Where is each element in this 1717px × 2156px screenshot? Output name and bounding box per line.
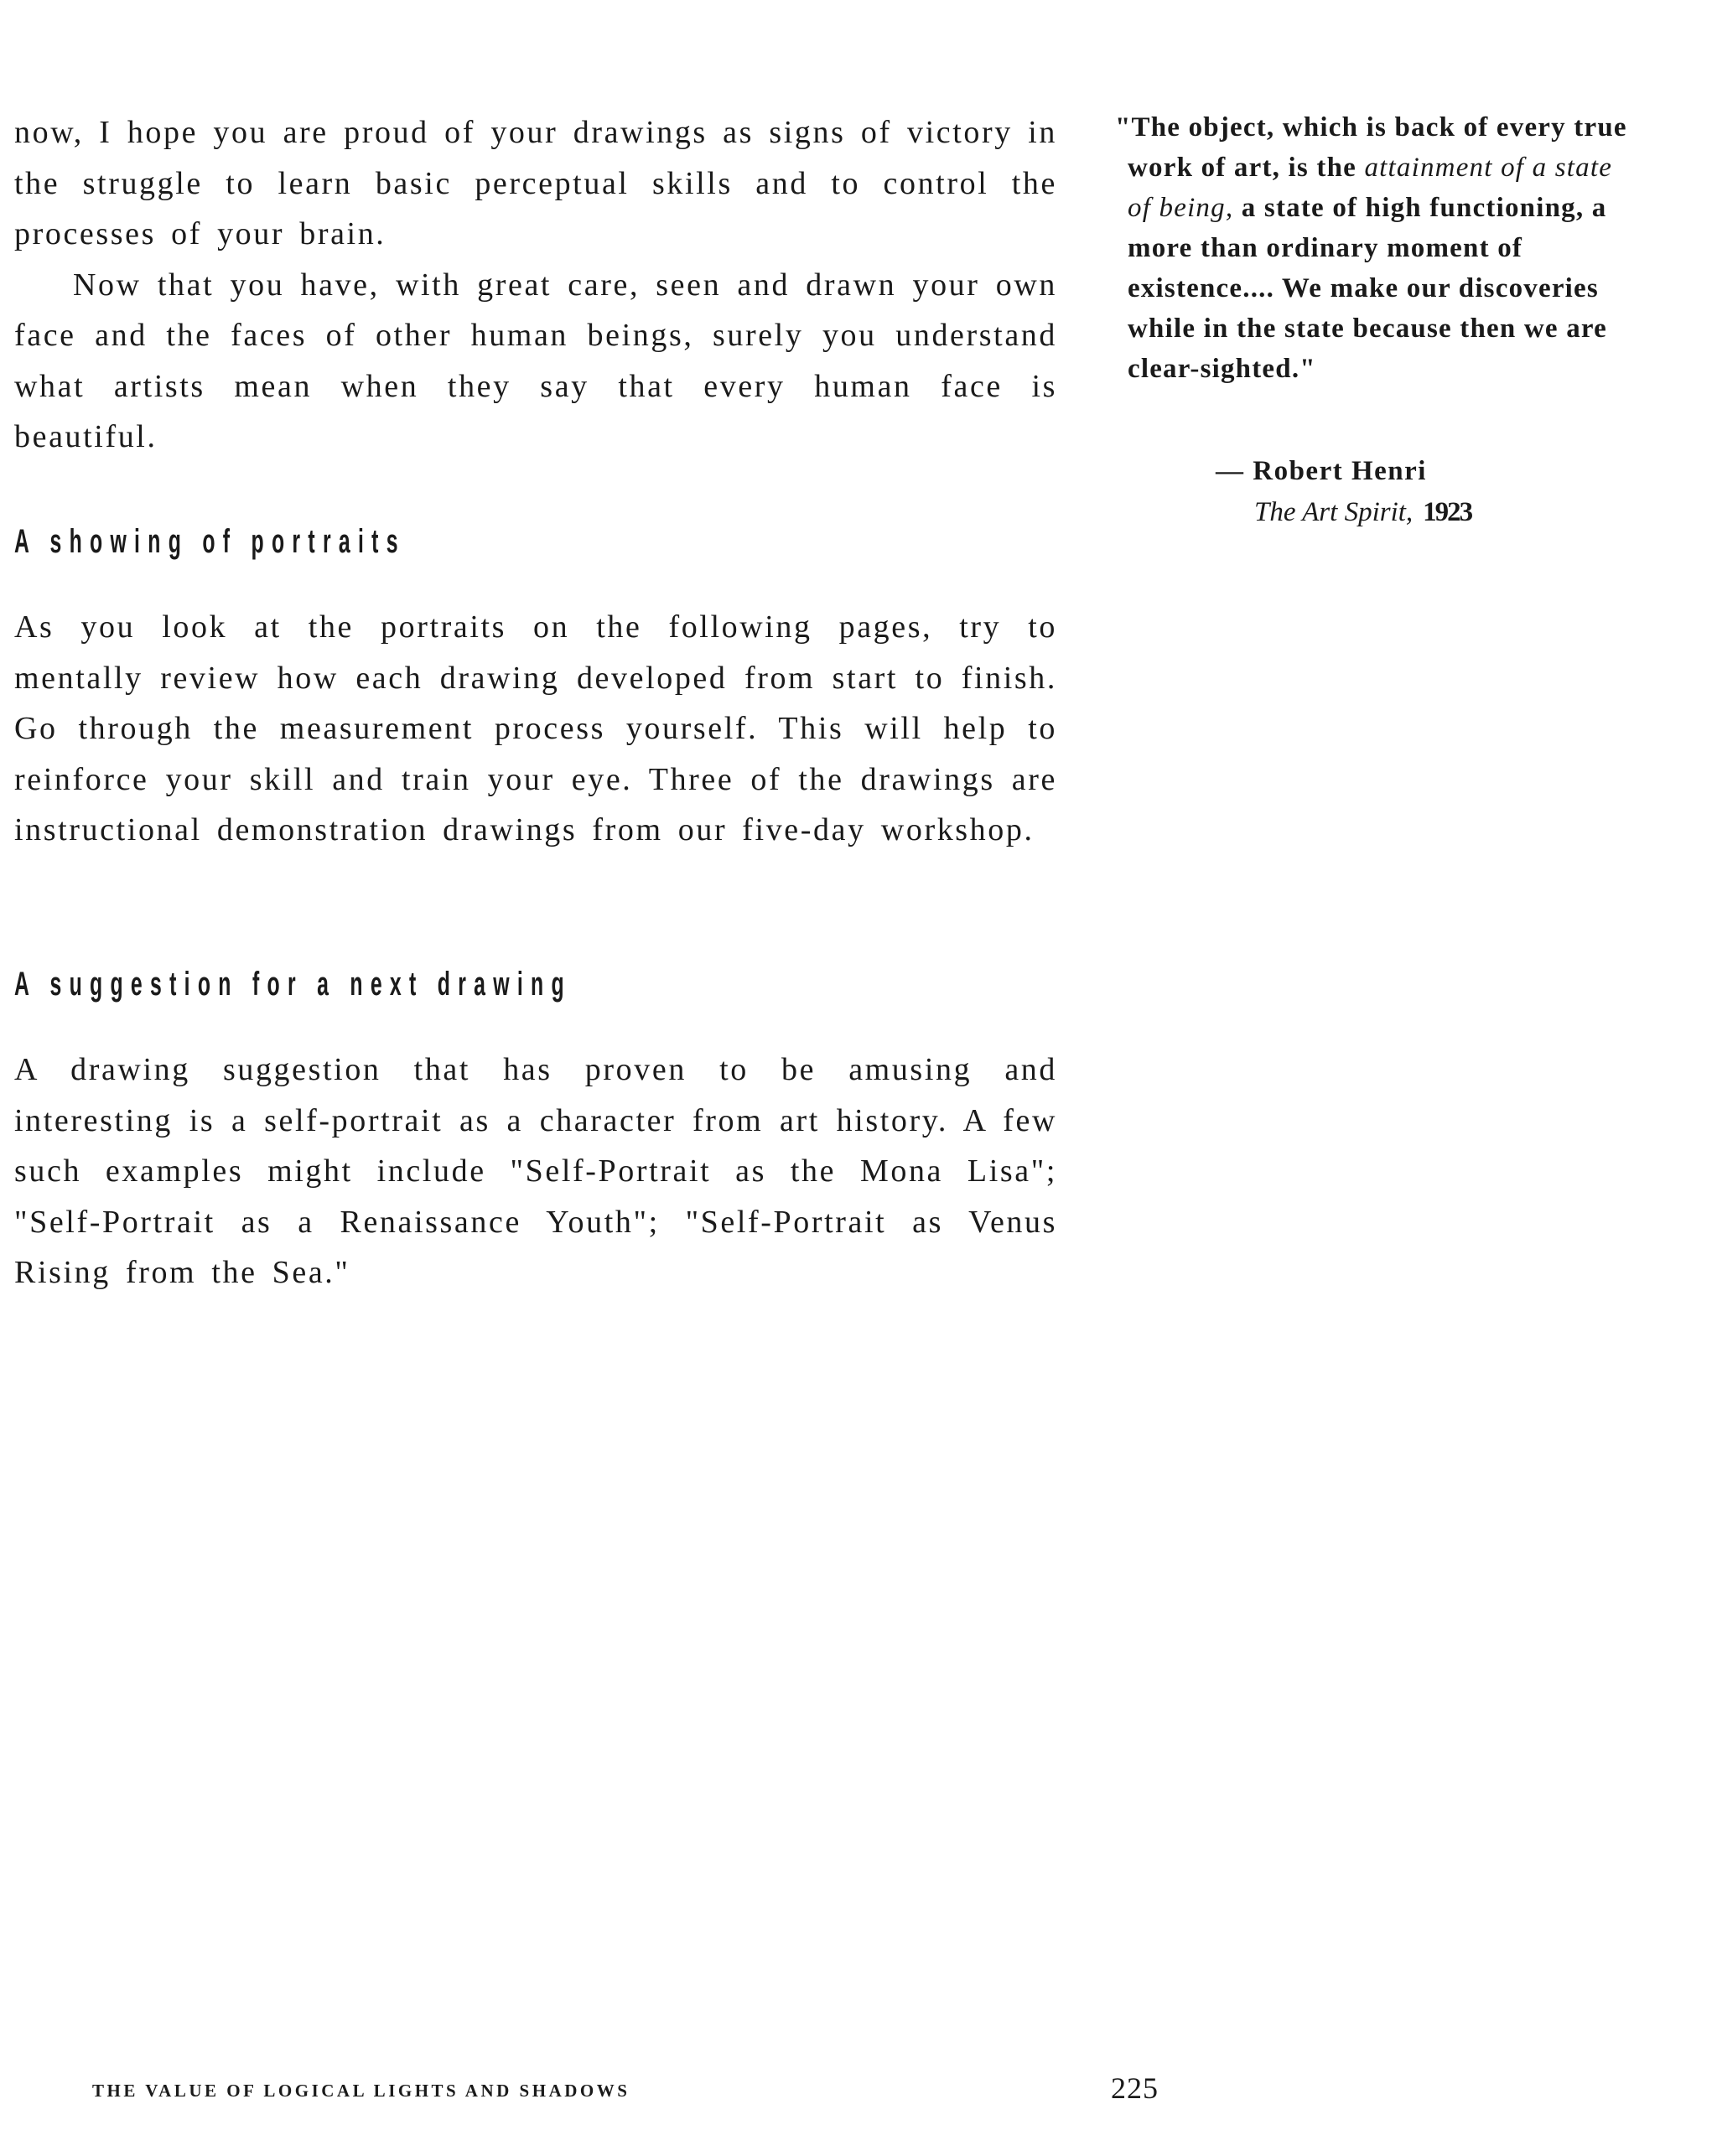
- quote-source: [1216, 492, 1471, 533]
- page-number: 225: [1111, 2071, 1159, 2105]
- section-heading-next-drawing: A suggestion for a next drawing: [14, 966, 572, 1003]
- quote-text-italic: attainment of a state of being,: [1128, 153, 1613, 223]
- sidebar-quote: [1115, 107, 1635, 389]
- quote-source-title: The Art Spirit,: [1254, 497, 1414, 527]
- quote-text-end: a state of high functioning, a more than ordinary moment of existence.... We make our discoveries while in the state because then we are clear-sighted.": [1128, 193, 1608, 384]
- section-body-next-drawing: A drawing suggestion that has proven to be amusing and interesting is a self-portrait as a character from art history. A few such examples might include "Self-Portrait as the Mona Lisa"; "Self-Portrait as a Renaissance Youth"; "Self-Portrait as Venus Rising from the Sea.": [14, 1052, 1057, 1290]
- quote-text: [1115, 107, 1635, 389]
- quote-author: — Robert Henri: [1216, 456, 1427, 486]
- quote-attribution: [1216, 451, 1471, 533]
- intro-paragraph-1: now, I hope you are proud of your drawings as signs of victory in the struggle to learn basic perceptual skills and to control the processes of your brain.: [14, 115, 1057, 251]
- quote-text-start: "The object, which is back of every true work of art, is the: [1115, 112, 1627, 183]
- quote-source-year: 1923: [1423, 497, 1472, 527]
- main-text-column: [14, 107, 1057, 1290]
- section-body-showing-portraits: As you look at the portraits on the following pages, try to mentally review how each drawing developed from start to finish. Go through the measurement process yourself. This will help to reinforce your skill and train your eye. Three of the drawings are instructional demonstration drawings from our five-day workshop.: [14, 609, 1057, 847]
- intro-paragraph-2: Now that you have, with great care, seen and drawn your own face and the faces of other human beings, surely you understand what artists mean when they say that every human face is beautiful.: [14, 267, 1057, 454]
- section-heading-showing-portraits: A showing of portraits: [14, 523, 406, 560]
- running-footer-title: THE VALUE OF LOGICAL LIGHTS AND SHADOWS: [92, 2081, 630, 2101]
